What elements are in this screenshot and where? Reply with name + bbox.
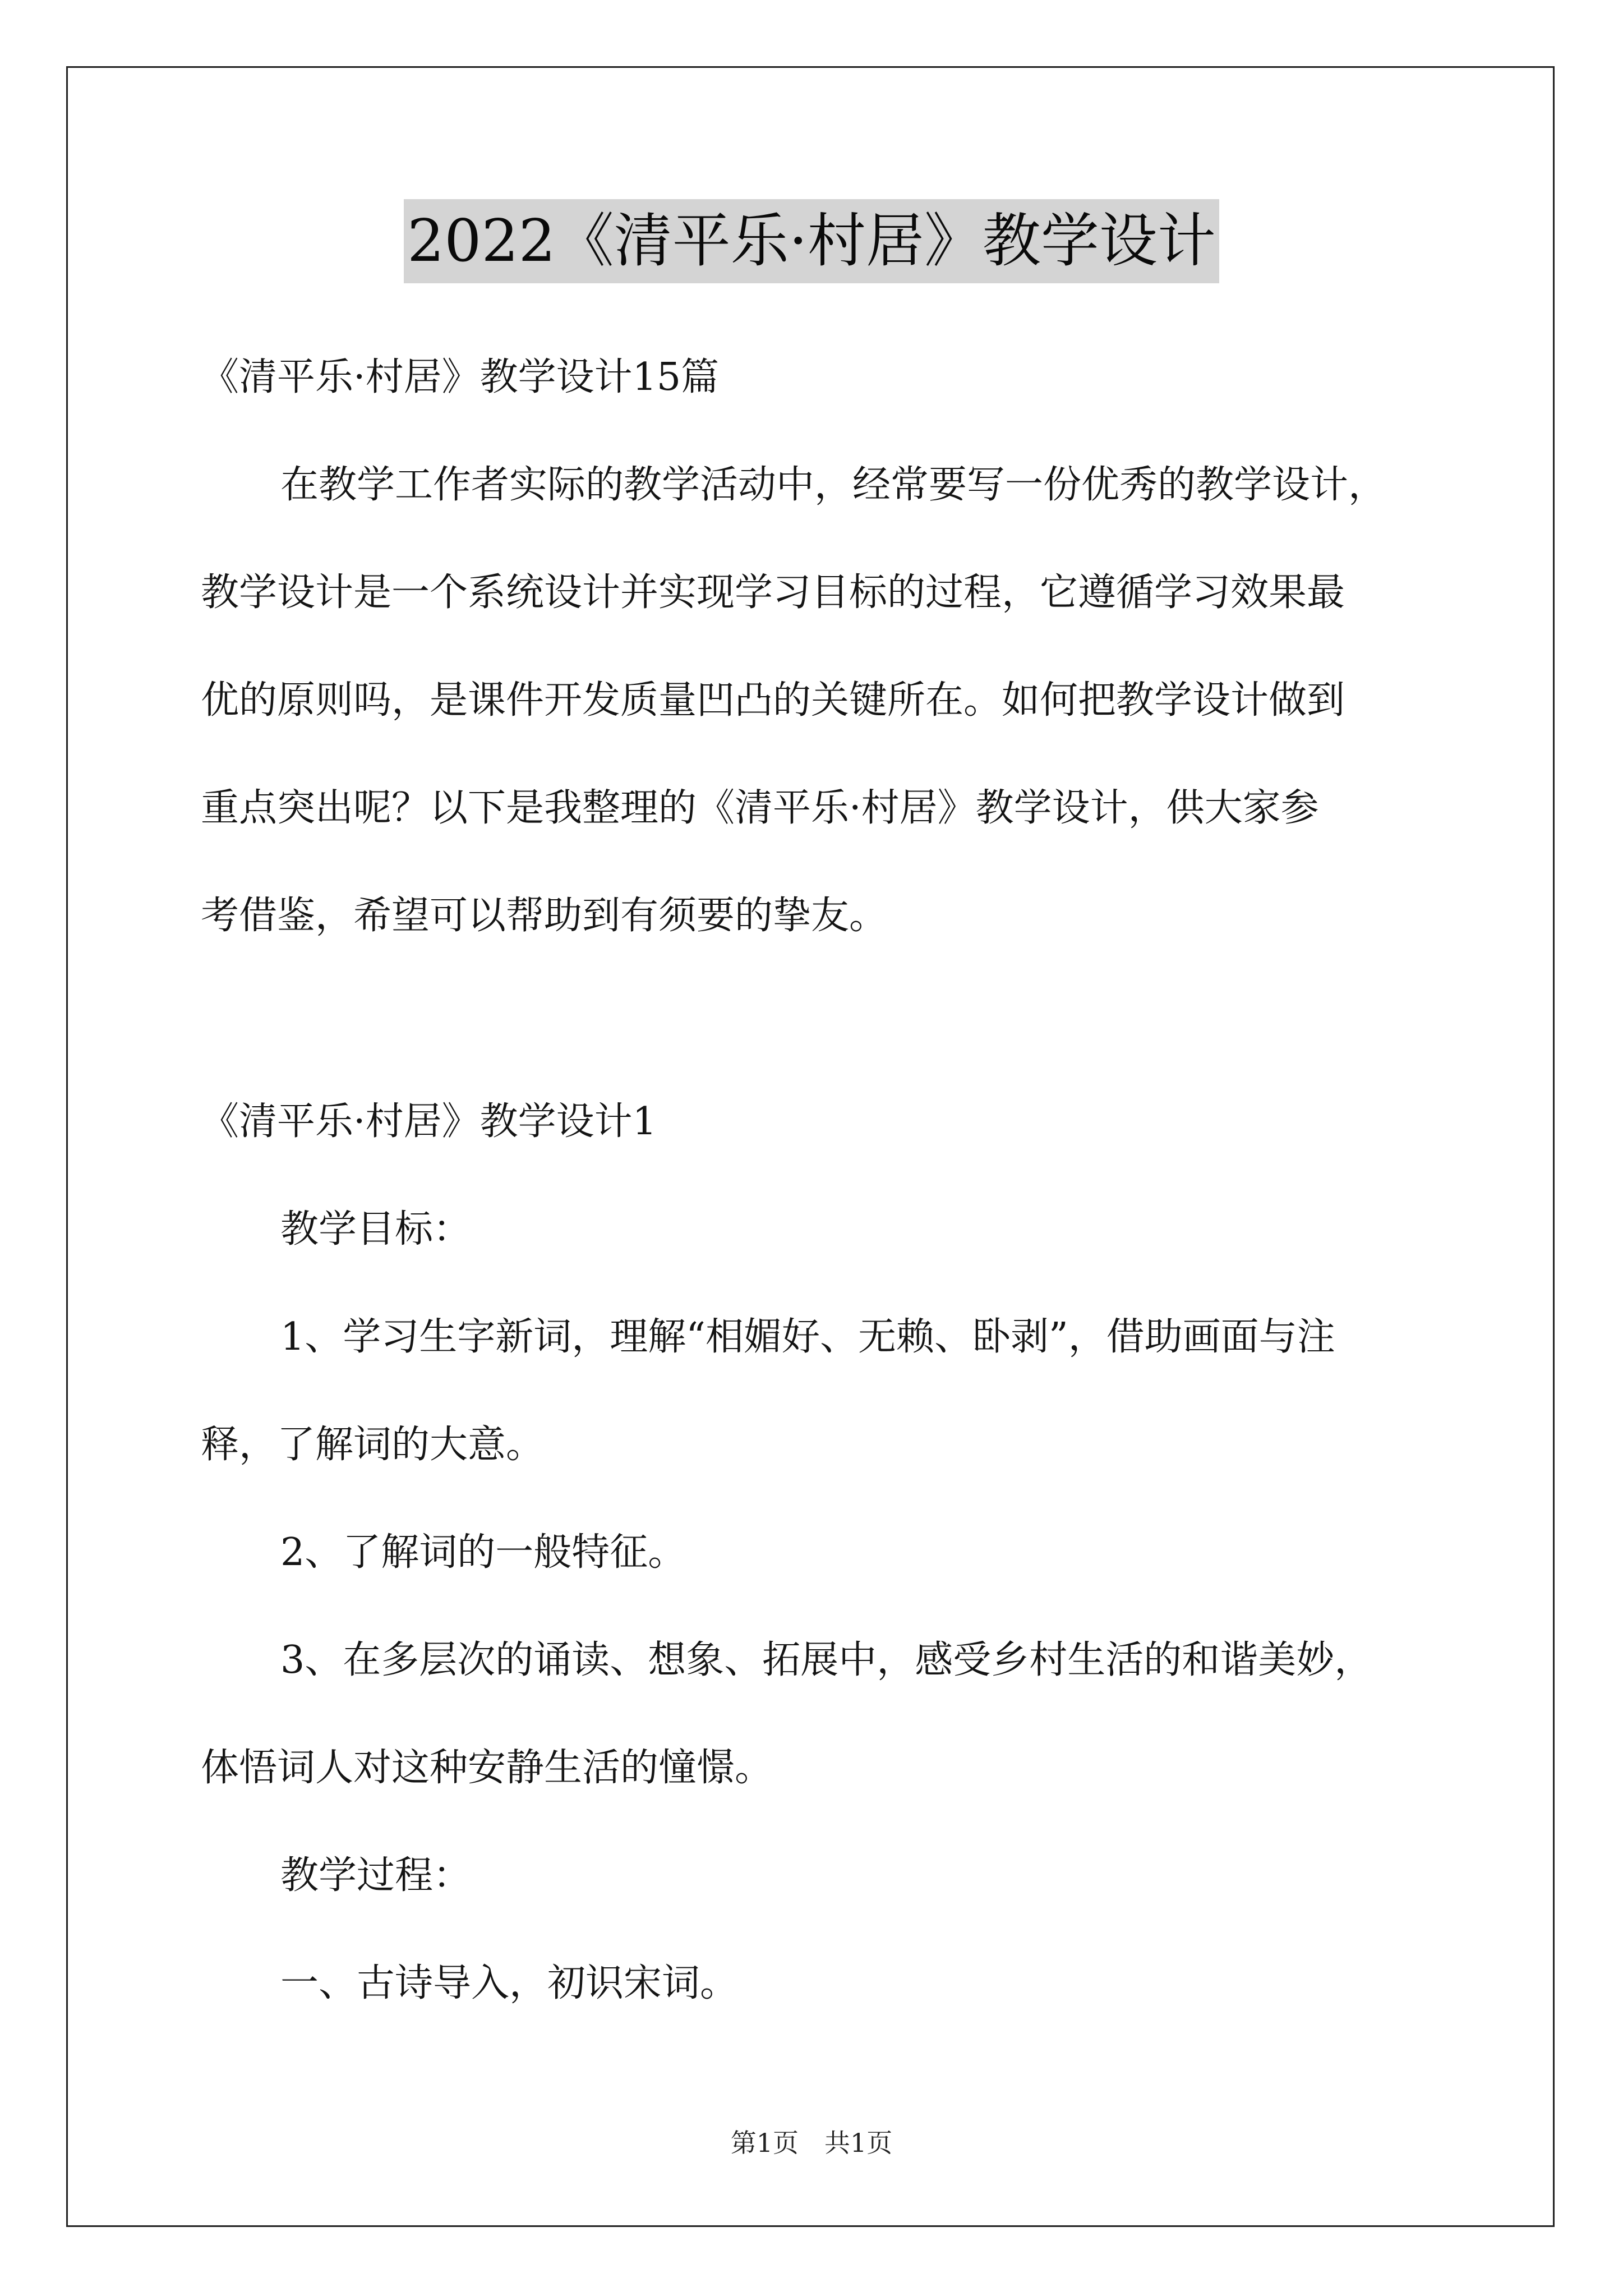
intro-line: 优的原则吗，是课件开发质量凹凸的关键所在。如何把教学设计做到 [201,678,1345,723]
intro-line: 在教学工作者实际的教学活动中，经常要写一份优秀的教学设计， [280,463,1387,507]
process-step: 一、古诗导入，初识宋词。 [280,1961,739,2005]
goal-line: 3、在多层次的诵读、想象、拓展中，感受乡村生活的和谐美妙， [280,1638,1373,1682]
intro-line: 重点突出呢？以下是我整理的《清平乐·村居》教学设计，供大家参 [201,786,1319,830]
intro-line: 考借鉴，希望可以帮助到有须要的挚友。 [201,894,888,938]
goal-line: 1、学习生字新词，理解“相媚好、无赖、卧剥”，借助画面与注 [280,1315,1335,1359]
goals-label: 教学目标： [280,1207,472,1251]
goal-line: 释，了解词的大意。 [201,1423,545,1467]
section-heading: 《清平乐·村居》教学设计1 [201,1099,657,1144]
intro-line: 教学设计是一个系统设计并实现学习目标的过程，它遵循学习效果最 [201,570,1345,615]
goal-line: 2、了解词的一般特征。 [280,1530,686,1575]
goal-line: 体悟词人对这种安静生活的憧憬。 [201,1746,773,1790]
title-container [0,199,1623,283]
process-label: 教学过程： [280,1853,472,1898]
document-subtitle: 《清平乐·村居》教学设计15篇 [201,355,720,399]
page-footer: 第1页 共1页 [730,2128,893,2158]
document-title: 2022《清平乐·村居》教学设计 [404,199,1219,283]
